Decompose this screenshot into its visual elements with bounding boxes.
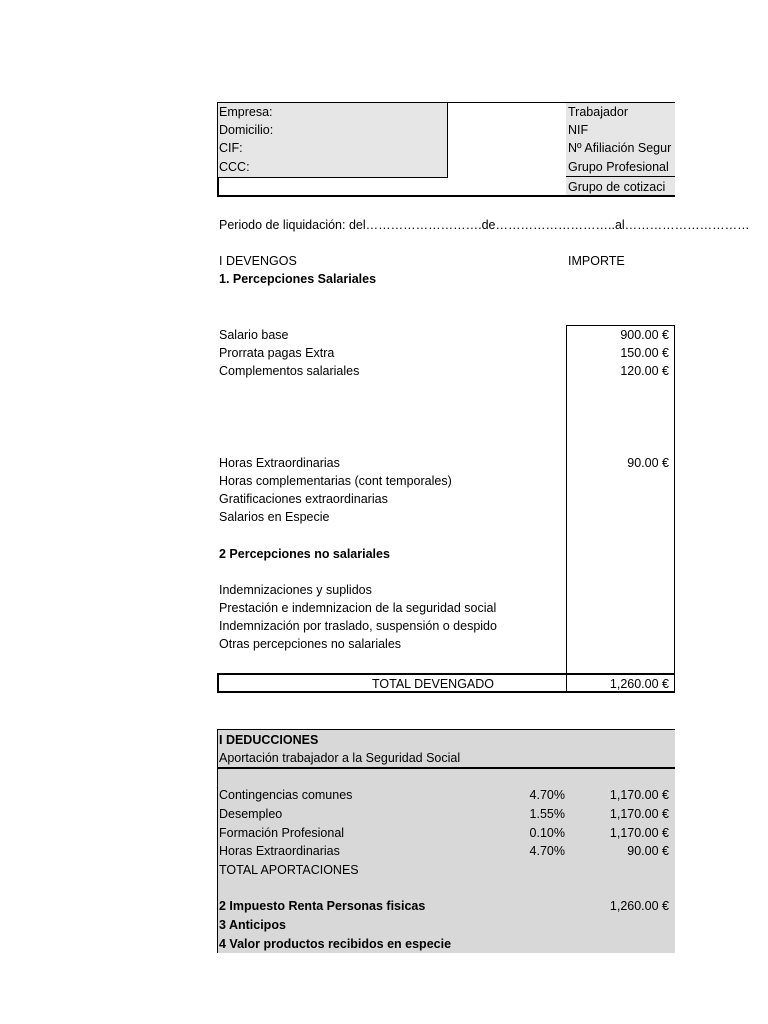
afiliacion-label: Nº Afiliación Segur (568, 141, 672, 155)
middle-box (447, 102, 567, 196)
formacion-value: 1,170.00 € (609, 826, 669, 840)
empresa-label: Empresa: (219, 105, 273, 119)
horas-extra-deduccion-pct: 4.70% (529, 844, 565, 858)
contingencias-label: Contingencias comunes (219, 788, 353, 802)
importe-column-box (566, 325, 675, 693)
formacion-label: Formación Profesional (219, 826, 345, 840)
grupo-cotizacion-label: Grupo de cotizaci (568, 180, 666, 194)
domicilio-label: Domicilio: (219, 123, 274, 137)
horas-extra-deduccion-value: 90.00 € (627, 844, 669, 858)
horas-extra-label: Horas Extraordinarias (219, 456, 340, 470)
desempleo-label: Desempleo (219, 807, 283, 821)
percepciones-salariales-title: 1. Percepciones Salariales (219, 272, 377, 286)
periodo-liquidacion: Periodo de liquidación: del……………………….de………………………..al………………………… (219, 218, 750, 232)
complementos-value: 120.00 € (620, 364, 669, 378)
prestacion-label: Prestación e indemnizacion de la seguridad social (219, 601, 497, 615)
nif-label: NIF (568, 123, 589, 137)
horas-extra-deduccion-label: Horas Extraordinarias (219, 844, 340, 858)
total-devengado-label: TOTAL DEVENGADO (372, 677, 495, 691)
horas-complementarias-label: Horas complementarias (cont temporales) (219, 474, 452, 488)
traslado-label: Indemnización por traslado, suspensión o despido (219, 619, 497, 633)
complementos-label: Complementos salariales (219, 364, 360, 378)
grupo-profesional-label: Grupo Profesional (568, 160, 669, 174)
trabajador-label: Trabajador (568, 105, 628, 119)
contingencias-pct: 4.70% (529, 788, 565, 802)
formacion-pct: 0.10% (529, 826, 565, 840)
salario-base-value: 900.00 € (620, 328, 669, 342)
anticipos-label: 3 Anticipos (219, 918, 286, 932)
prorrata-label: Prorrata pagas Extra (219, 346, 335, 360)
irpf-value: 1,260.00 € (609, 899, 669, 913)
horas-extra-value: 90.00 € (627, 456, 669, 470)
ccc-label: CCC: (219, 160, 250, 174)
irpf-label: 2 Impuesto Renta Personas fisicas (219, 899, 426, 913)
deducciones-subtitle: Aportación trabajador a la Seguridad Social (219, 751, 461, 765)
trabajador-row-divider (566, 176, 675, 177)
importe-header: IMPORTE (568, 254, 625, 268)
salarios-especie-label: Salarios en Especie (219, 510, 330, 524)
especie-label: 4 Valor productos recibidos en especie (219, 937, 452, 951)
prorrata-value: 150.00 € (620, 346, 669, 360)
devengos-title: I DEVENGOS (219, 254, 297, 268)
deducciones-title: I DEDUCCIONES (219, 733, 319, 747)
cif-label: CIF: (219, 141, 243, 155)
total-aportaciones-label: TOTAL APORTACIONES (219, 863, 359, 877)
indemnizaciones-label: Indemnizaciones y suplidos (219, 583, 372, 597)
desempleo-value: 1,170.00 € (609, 807, 669, 821)
otras-percepciones-label: Otras percepciones no salariales (219, 637, 402, 651)
desempleo-pct: 1.55% (529, 807, 565, 821)
gratificaciones-label: Gratificaciones extraordinarias (219, 492, 388, 506)
header-left-border (217, 177, 219, 196)
total-row-left-line (217, 673, 219, 693)
salario-base-label: Salario base (219, 328, 289, 342)
total-devengado-value: 1,260.00 € (609, 677, 669, 691)
no-salariales-title: 2 Percepciones no salariales (219, 547, 390, 561)
contingencias-value: 1,170.00 € (609, 788, 669, 802)
